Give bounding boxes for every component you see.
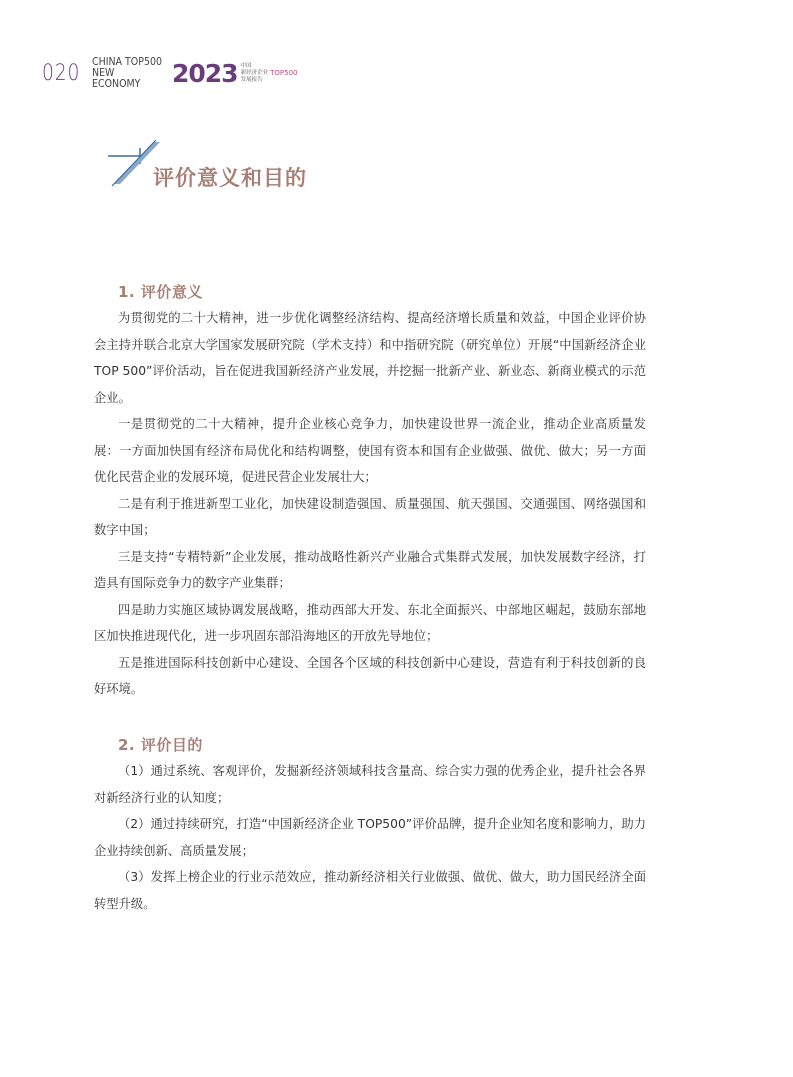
paragraph: （2）通过持续研究，打造“中国新经济企业 TOP500”评价品牌，提升企业知名度和影响力，助力企业持续创新、高质量发展； [94, 817, 646, 858]
paragraph: （3）发挥上榜企业的行业示范效应，推动新经济相关行业做强、做优、做大，助力国民经济全面转型升级。 [94, 870, 646, 911]
page-number: 020 [42, 60, 81, 86]
paragraph: 二是有利于推进新型工业化，加快建设制造强国、质量强国、航天强国、交通强国、网络强国和数字中国； [94, 496, 646, 537]
part-1-heading: 1. 评价意义 [118, 283, 203, 301]
report-line-3: 发展报告 [240, 76, 263, 83]
paragraph: 一是贯彻党的二十大精神，提升企业核心竞争力，加快建设世界一流企业，推动企业高质量发展：一方面加快国有经济布局优化和结构调整，使国有资本和国有企业做强、做优、做大；另一方面优化民营企业的发展环境，促进民营企业发展壮大； [94, 417, 646, 484]
brand-line-1: CHINA TOP500 [92, 55, 162, 68]
page-header [42, 55, 298, 90]
part-1 [94, 281, 646, 703]
paragraph: 为贯彻党的二十大精神，进一步优化调整经济结构、提高经济增长质量和效益，中国企业评价协会主持并联合北京大学国家发展研究院（学术支持）和中指研究院（研究单位）开展“中国新经济企业 TOP 500”评价活动，旨在促进我国新经济产业发展，并挖掘一批新产业、新业态、新商业模式的示范企业。 [94, 311, 646, 405]
paragraph: 三是支持“专精特新”企业发展，推动战略性新兴产业融合式集群式发展，加快发展数字经济，打造具有国际竞争力的数字产业集群； [94, 549, 646, 590]
brand-text [92, 57, 164, 90]
part-2-heading: 2. 评价目的 [118, 736, 203, 754]
part-2 [94, 734, 646, 917]
report-year: 2023 [172, 58, 238, 88]
section-title: 评价意义和目的 [153, 166, 307, 190]
paragraph: 五是推进国际科技创新中心建设、全国各个区域的科技创新中心建设，营造有利于科技创新的良好环境。 [94, 655, 646, 696]
paragraph: 四是助力实施区域协调发展战略，推动西部大开发、东北全面振兴、中部地区崛起，鼓励东部地区加快推进现代化，进一步巩固东部沿海地区的开放先导地位； [94, 602, 646, 643]
report-name [241, 63, 269, 84]
brand-line-2: NEW ECONOMY [92, 66, 141, 90]
paragraph: （1）通过系统、客观评价，发掘新经济领域科技含量高、综合实力强的优秀企业，提升社会各界对新经济行业的认知度； [94, 764, 646, 805]
report-line-2: 新经济企业 [240, 69, 269, 76]
report-line-1: 中国 [240, 62, 252, 69]
report-tag: TOP500 [270, 69, 298, 77]
